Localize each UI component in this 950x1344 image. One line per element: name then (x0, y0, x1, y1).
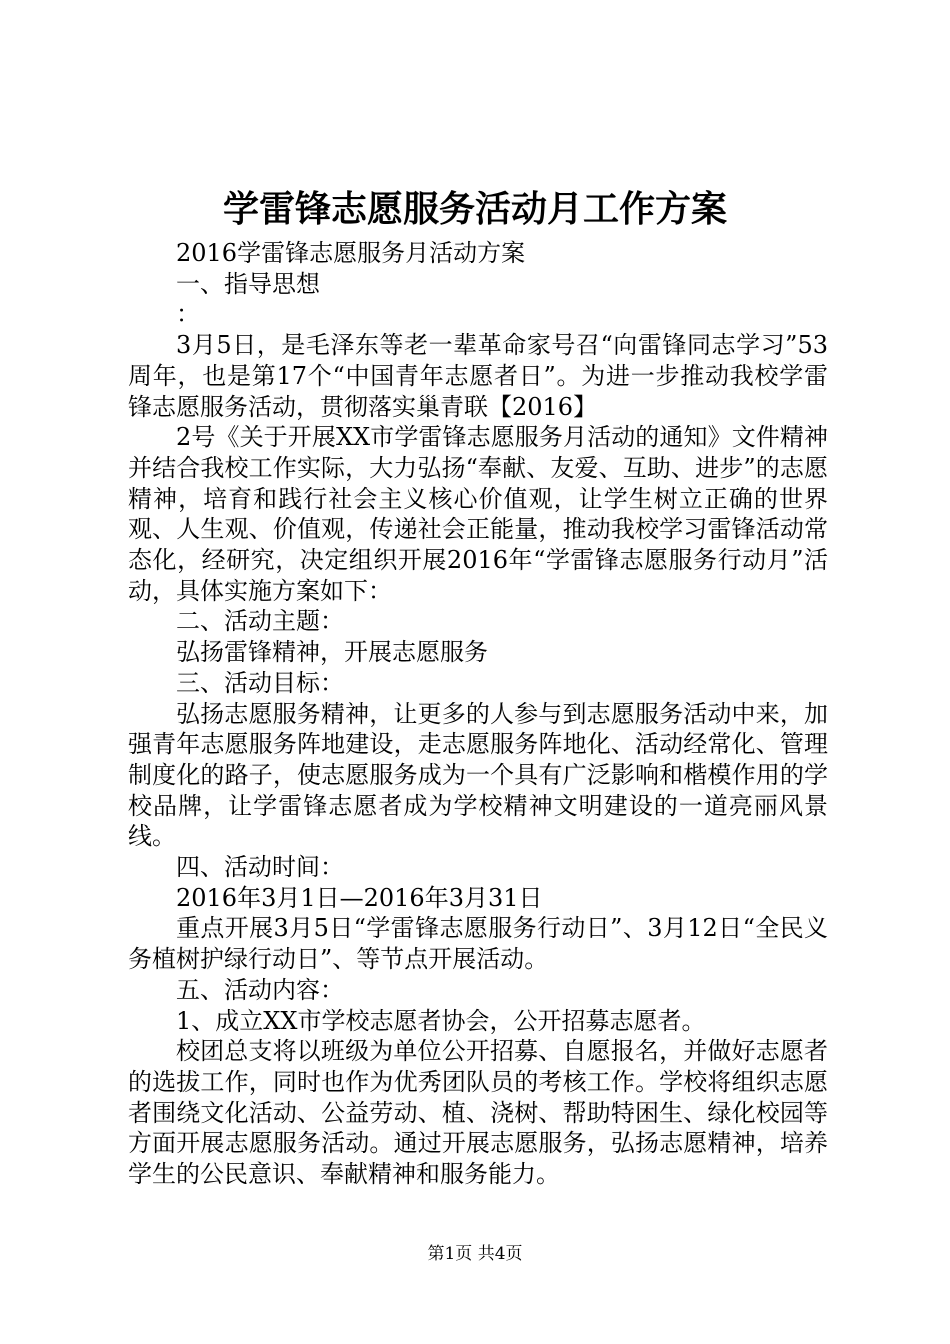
document-title: 学雷锋志愿服务活动月工作方案 (222, 188, 727, 230)
paragraph-activity-time: 2016年3月1日—2016年3月31日 (176, 883, 543, 912)
paragraph-key-dates: 重点开展3月5日“学雷锋志愿服务行动日”、3月12日“全民义务植树护绿行动日”、等节点开展活动。 (128, 914, 828, 974)
heading-activity-theme: 二、活动主题： (176, 607, 344, 636)
paragraph-activity-goal: 弘扬志愿服务精神，让更多的人参与到志愿服务活动中来，加强青年志愿服务阵地建设，走志愿服务阵地化、活动经常化、管理制度化的路子，使志愿服务成为一个具有广泛影响和楷模作用的学校品牌，让学雷锋志愿者成为学校精神文明建设的一道亮丽风景线。 (128, 699, 828, 851)
page-footer: 第1页 共4页 (427, 1244, 523, 1264)
paragraph-activity-theme: 弘扬雷锋精神，开展志愿服务 (176, 638, 488, 667)
heading-activity-time: 四、活动时间： (176, 853, 344, 882)
heading-activity-goal: 三、活动目标： (176, 668, 344, 697)
paragraph-subtitle: 2016学雷锋志愿服务月活动方案 (176, 239, 526, 267)
paragraph-colon: ： (176, 300, 200, 329)
document-body (128, 238, 828, 1190)
heading-activity-content: 五、活动内容： (176, 975, 344, 1004)
paragraph-recruitment: 校团总支将以班级为单位公开招募、自愿报名，并做好志愿者的选拔工作，同时也作为优秀团队员的考核工作。学校将组织志愿者围绕文化活动、公益劳动、植、浇树、帮助特困生、绿化校园等方面开展志愿服务活动。通过开展志愿服务，弘扬志愿精神，培养学生的公民意识、奉献精神和服务能力。 (128, 1037, 828, 1189)
paragraph-content-item-1: 1、成立XX市学校志愿者协会，公开招募志愿者。 (176, 1006, 706, 1035)
paragraph-notice-spirit: 2号《关于开展XX市学雷锋志愿服务月活动的通知》文件精神并结合我校工作实际，大力弘扬“奉献、友爱、互助、进步”的志愿精神，培育和践行社会主义核心价值观，让学生树立正确的世界观、人生观、价值观，传递社会正能量，推动我校学习雷锋活动常态化，经研究，决定组织开展2016年“学雷锋志愿服务行动月”活动，具体实施方案如下： (128, 423, 828, 605)
heading-guiding-ideology: 一、指导思想 (176, 269, 320, 298)
paragraph-background: 3月5日，是毛泽东等老一辈革命家号召“向雷锋同志学习”53周年，也是第17个“中国青年志愿者日”。为进一步推动我校学雷锋志愿服务活动，贯彻落实巢青联【2016】 (128, 331, 828, 421)
